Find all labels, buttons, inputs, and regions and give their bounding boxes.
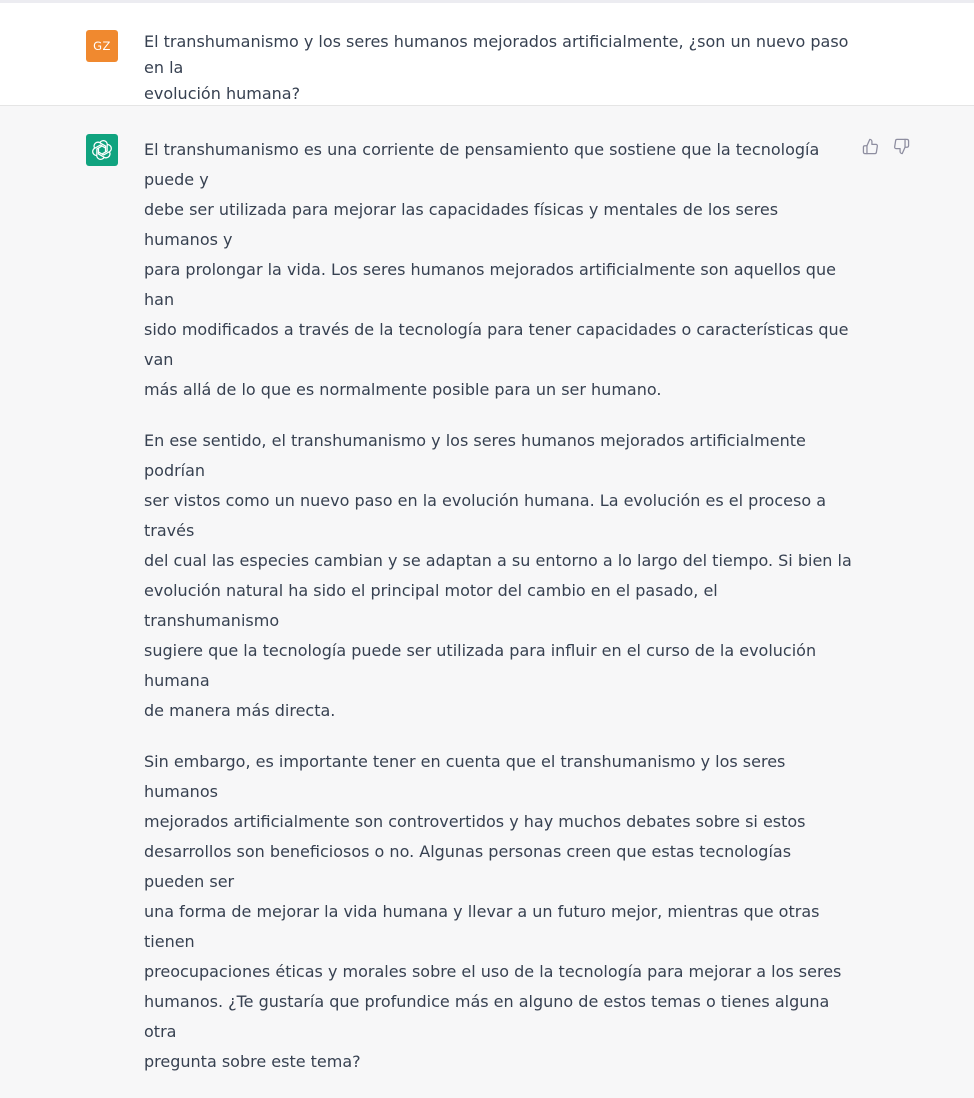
- assistant-paragraph-2: En ese sentido, el transhumanismo y los seres humanos mejorados artificialmente podrían ser vistos como un nuevo paso en la evolución humana. La evolución es el proceso a través del cual las especies cambian y se adaptan a su entorno a lo largo del tiempo. Si bien la evolución natural ha sido el principal motor del cambio en el pasado, el transhumanismo sugiere que la tecnología puede ser utilizada para influir en el curso de la evolución humana de manera más directa.: [144, 431, 852, 720]
- thumbs-down-icon: [893, 138, 910, 155]
- user-avatar: GZ: [86, 30, 118, 62]
- assistant-paragraph-1: El transhumanismo es una corriente de pensamiento que sostiene que la tecnología puede y debe ser utilizada para mejorar las capacidades físicas y mentales de los seres humanos y para prolongar la vida. Los seres humanos mejorados artificialmente son aquellos que han sido modificados a través de la tecnología para tener capacidades o características que van más allá de lo que es normalmente posible para un ser humano.: [144, 140, 849, 399]
- thumbs-up-icon: [862, 138, 879, 155]
- assistant-message: [144, 135, 854, 1098]
- assistant-paragraph-3: Sin embargo, es importante tener en cuenta que el transhumanismo y los seres humanos mejorados artificialmente son controvertidos y hay muchos debates sobre si estos desarrollos son beneficiosos o no. Algunas personas creen que estas tecnologías pueden ser una forma de mejorar la vida humana y llevar a un futuro mejor, mientras que otras tienen preocupaciones éticas y morales sobre el uso de la tecnología para mejorar a los seres humanos. ¿Te gustaría que profundice más en alguno de estos temas o tienes alguna otra pregunta sobre este tema?: [144, 752, 842, 1071]
- user-message: [144, 29, 854, 107]
- user-message-row: [0, 3, 974, 106]
- user-message-text: El transhumanismo y los seres humanos mejorados artificialmente, ¿son un nuevo paso en la evolución humana?: [144, 32, 849, 103]
- openai-logo-icon: [91, 139, 113, 161]
- thumbs-up-button[interactable]: [861, 137, 879, 155]
- assistant-avatar: [86, 134, 118, 166]
- thumbs-down-button[interactable]: [892, 137, 910, 155]
- feedback-buttons: [861, 137, 910, 155]
- assistant-message-row: [0, 106, 974, 1071]
